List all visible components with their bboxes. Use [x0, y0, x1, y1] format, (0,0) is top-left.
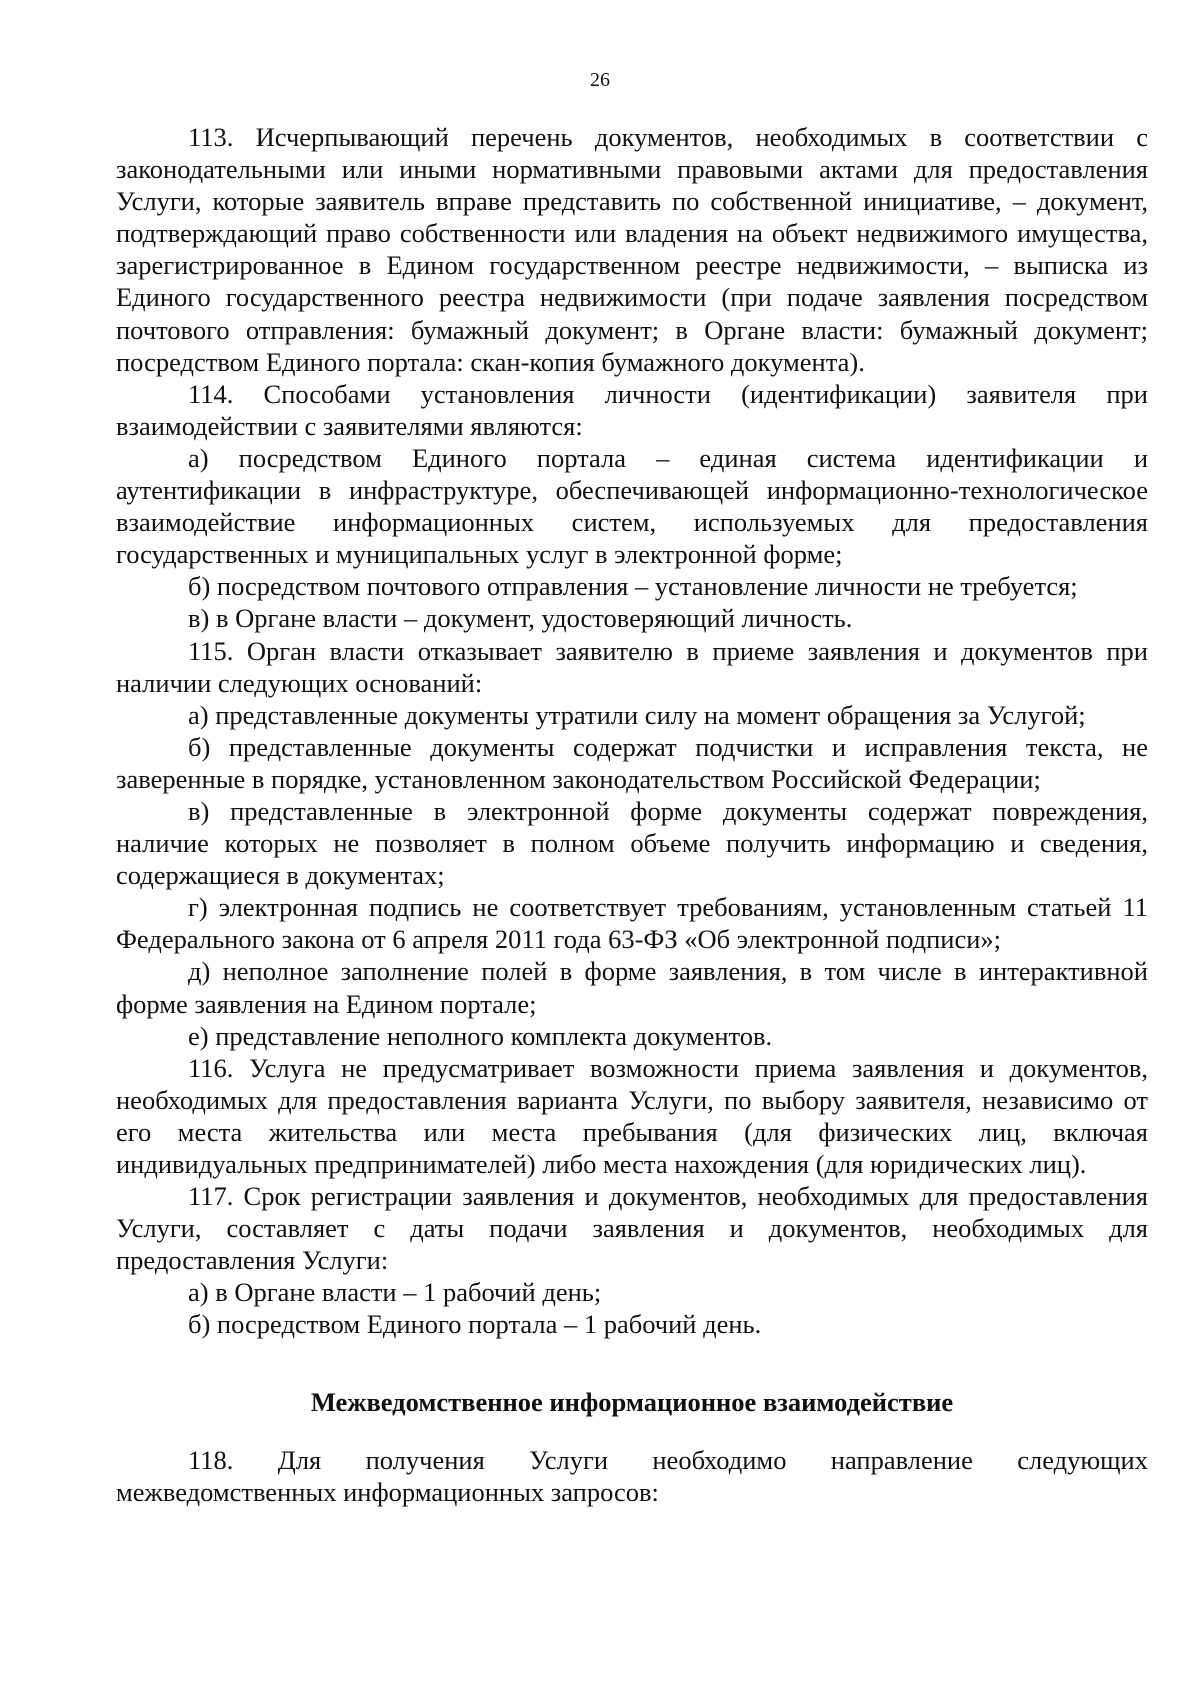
paragraph-115-a: а) представленные документы утратили силу на момент обращения за Услугой;	[188, 699, 1086, 730]
paragraph-114-v: в) в Органе власти – документ, удостоверяющий личность.	[188, 603, 853, 634]
paragraph-113: 113. Исчерпывающий перечень документов, необходимых в соответствии с законодательными или иными нормативными правовыми актами для предоставления Услуги, которые заявитель вправе представить по собственной инициативе, – документ, подтверждающий право собственности или владения на объект недвижимого имущества, зарегистрированное в Едином государственном реестре недвижимости, – выписка из Единого государственного реестра недвижимости (при подаче заявления посредством почтового отправления: бумажный документ; в Органе власти: бумажный документ; посредством Единого портала: скан-копия бумажного документа).	[116, 122, 1148, 377]
paragraph-115-d: д) неполное заполнение полей в форме заявления, в том числе в интерактивной форме заявления на Едином портале;	[116, 956, 1148, 1019]
paragraph-117-a: а) в Органе власти – 1 рабочий день;	[188, 1277, 602, 1308]
paragraph-114-a: а) посредством Единого портала – единая система идентификации и аутентификации в инфраструктуре, обеспечивающей информационно-технологическое взаимодействие информационных систем, используемых для предоставления государственных и муниципальных услуг в электронной форме;	[116, 442, 1148, 570]
paragraph-117-b: б) посредством Единого портала – 1 рабочий день.	[188, 1309, 762, 1340]
paragraph-116: 116. Услуга не предусматривает возможности приема заявления и документов, необходимых для предоставления варианта Услуги, по выбору заявителя, независимо от его места жительства или места пребывания (для физических лиц, включая индивидуальных предпринимателей) либо места нахождения (для юридических лиц).	[116, 1052, 1148, 1179]
document-body	[116, 121, 1148, 1508]
paragraph-114: 114. Способами установления личности (идентификации) заявителя при взаимодействии с заявителями являются:	[116, 378, 1148, 441]
page-number: 26	[590, 69, 610, 91]
section-heading: Межведомственное информационное взаимодействие	[310, 1386, 954, 1417]
paragraph-115-g: г) электронная подпись не соответствует требованиям, установленным статьей 11 Федерального закона от 6 апреля 2011 года 63-ФЗ «Об электронной подписи»;	[116, 892, 1148, 955]
paragraph-115-b: б) представленные документы содержат подчистки и исправления текста, не заверенные в порядке, установленном законодательством Российской Федерации;	[116, 731, 1148, 794]
paragraph-115: 115. Орган власти отказывает заявителю в приеме заявления и документов при наличии следующих оснований:	[116, 635, 1148, 698]
paragraph-117: 117. Срок регистрации заявления и документов, необходимых для предоставления Услуги, составляет с даты подачи заявления и документов, необходимых для предоставления Услуги:	[116, 1181, 1148, 1276]
paragraph-115-v: в) представленные в электронной форме документы содержат повреждения, наличие которых не позволяет в полном объеме получить информацию и сведения, содержащиеся в документах;	[116, 795, 1148, 891]
paragraph-115-e: е) представление неполного комплекта документов.	[188, 1020, 773, 1051]
paragraph-114-b: б) посредством почтового отправления – установление личности не требуется;	[188, 571, 1078, 602]
paragraph-118: 118. Для получения Услуги необходимо направление следующих межведомственных информационных запросов:	[116, 1444, 1148, 1507]
